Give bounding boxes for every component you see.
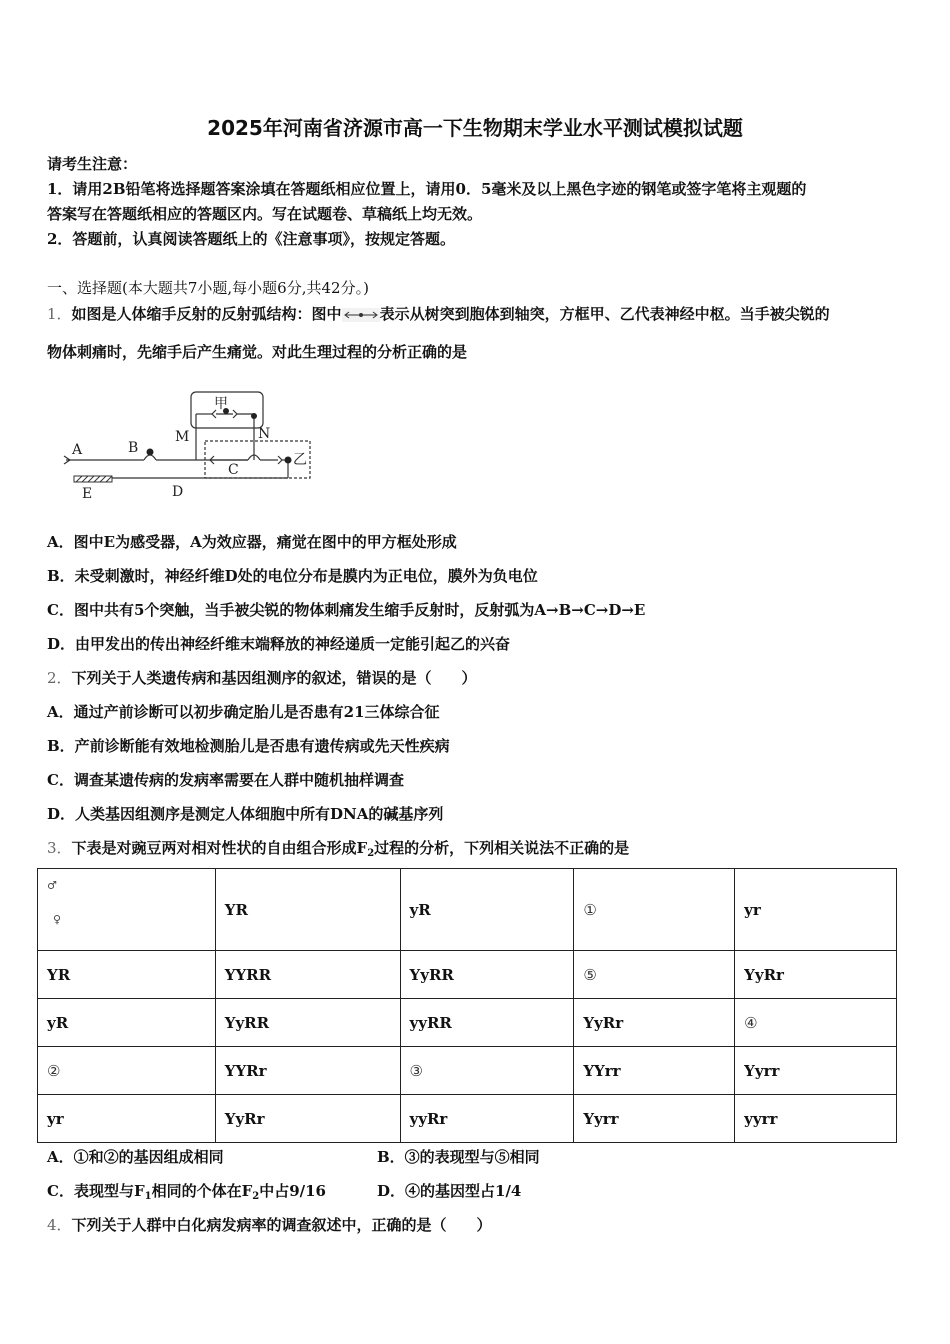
question-1-stem-b: 表示从树突到胞体到轴突，方框甲、乙代表神经中枢。当手被尖锐的 [379, 305, 830, 323]
question-number: 3． [47, 839, 72, 857]
male-symbol: ♂ [47, 878, 57, 892]
table-header-cell: yR [400, 869, 574, 951]
question-3-option-c[interactable] [47, 1180, 326, 1202]
table-cell: YyRr [574, 999, 735, 1047]
table-cell: YyRR [400, 951, 574, 999]
question-2-stem: 下列关于人类遗传病和基因组测序的叙述，错误的是（ ） [71, 669, 477, 687]
table-cell: ② [38, 1047, 216, 1095]
subscript: 2 [367, 848, 375, 859]
option-c-text-b: 相同的个体在F [151, 1182, 253, 1200]
table-cell: YYrr [574, 1047, 735, 1095]
table-cell: YyRr [215, 1095, 400, 1143]
table-cell: YR [38, 951, 216, 999]
table-cell: YYRR [215, 951, 400, 999]
female-symbol: ♀ [53, 912, 62, 926]
table-header-cell: yr [735, 869, 897, 951]
table-header-cell: ① [574, 869, 735, 951]
neuron-direction-icon [342, 308, 380, 322]
notice-heading: 请考生注意： [47, 155, 138, 173]
question-3-option-d[interactable]: D．④的基因型占1/4 [377, 1182, 522, 1200]
table-cell: yyRR [400, 999, 574, 1047]
table-row [38, 999, 897, 1047]
label-e: E [82, 486, 93, 502]
option-c-text-c: 中占9/16 [259, 1182, 326, 1200]
table-cell: YyRR [215, 999, 400, 1047]
receptor-e [74, 476, 112, 482]
question-1-stem-a: 如图是人体缩手反射的反射弧结构：图中 [71, 305, 342, 323]
question-3-option-a[interactable]: A．①和②的基因组成相同 [47, 1148, 224, 1166]
table-cell: yR [38, 999, 216, 1047]
table-cell: YYRr [215, 1047, 400, 1095]
page-title: 2025年河南省济源市高一下生物期末学业水平测试模拟试题 [207, 116, 743, 140]
table-cell: Yyrr [735, 1047, 897, 1095]
table-row [38, 951, 897, 999]
question-3-stem-b: 过程的分析，下列相关说法不正确的是 [374, 839, 630, 857]
question-3-stem-line [47, 837, 629, 859]
question-2-option-c[interactable]: C．调查某遗传病的发病率需要在人群中随机抽样调查 [47, 771, 404, 789]
table-cell: YyRr [735, 951, 897, 999]
label-n: N [258, 426, 271, 442]
table-cell: Yyrr [574, 1095, 735, 1143]
table-corner-cell [38, 869, 216, 951]
question-2-option-b[interactable]: B．产前诊断能有效地检测胎儿是否患有遗传病或先天性疾病 [47, 737, 450, 755]
table-header-row [38, 869, 897, 951]
question-1-stem-line [47, 303, 830, 324]
neuron-body-yi [285, 457, 292, 464]
question-1-option-c[interactable]: C．图中共有5个突触，当手被尖锐的物体刺痛发生缩手反射时，反射弧为A→B→C→D→E [47, 601, 646, 619]
question-1-option-b[interactable]: B．未受刺激时，神经纤维D处的电位分布是膜内为正电位，膜外为负电位 [47, 567, 538, 585]
question-2-stem-line [47, 667, 477, 688]
question-number: 4． [47, 1216, 72, 1234]
reflex-arc-diagram [60, 386, 320, 506]
question-4-stem: 下列关于人群中白化病发病率的调查叙述中，正确的是（ ） [71, 1216, 492, 1234]
question-4-stem-line [47, 1214, 492, 1235]
question-number: 2． [47, 669, 72, 687]
question-3-option-b[interactable]: B．③的表现型与⑤相同 [377, 1148, 540, 1166]
table-row [38, 1047, 897, 1095]
label-a: A [72, 442, 83, 458]
table-row [38, 1095, 897, 1143]
label-m: M [175, 429, 190, 445]
punnett-table [37, 868, 897, 1143]
synapse-b [144, 455, 156, 460]
subscript: 2 [252, 1191, 260, 1202]
notice-line-1b: 答案写在答题纸相应的答题区内。写在试题卷、草稿纸上均无效。 [47, 205, 483, 223]
question-1-option-a[interactable]: A．图中E为感受器，A为效应器，痛觉在图中的甲方框处形成 [47, 533, 457, 551]
table-cell: ③ [400, 1047, 574, 1095]
notice-line-1: 1．请用2B铅笔将选择题答案涂填在答题纸相应位置上，请用0．5毫米及以上黑色字迹的钢笔或签字笔将主观题的 [47, 180, 807, 198]
question-number: 1． [47, 305, 72, 323]
subscript: 1 [144, 1191, 152, 1202]
label-jia: 甲 [214, 396, 228, 412]
question-1-stem-c: 物体刺痛时，先缩手后产生痛觉。对此生理过程的分析正确的是 [47, 343, 468, 361]
table-cell: ④ [735, 999, 897, 1047]
question-2-option-d[interactable]: D．人类基因组测序是测定人体细胞中所有DNA的碱基序列 [47, 805, 444, 823]
notice-line-2: 2．答题前，认真阅读答题纸上的《注意事项》，按规定答题。 [47, 230, 455, 248]
table-header-cell: YR [215, 869, 400, 951]
question-1-option-d[interactable]: D．由甲发出的传出神经纤维末端释放的神经递质一定能引起乙的兴奋 [47, 635, 511, 653]
question-2-option-a[interactable]: A．通过产前诊断可以初步确定胎儿是否患有21三体综合征 [47, 703, 440, 721]
label-yi: 乙 [293, 452, 307, 468]
section-heading: 一、选择题(本大题共7小题,每小题6分,共42分。) [47, 279, 369, 297]
table-cell: yr [38, 1095, 216, 1143]
question-3-stem-a: 下表是对豌豆两对相对性状的自由组合形成F [71, 839, 368, 857]
label-c: C [228, 462, 239, 478]
label-b: B [128, 440, 139, 456]
table-cell: yyrr [735, 1095, 897, 1143]
table-cell: yyRr [400, 1095, 574, 1143]
label-d: D [172, 484, 184, 500]
table-cell: ⑤ [574, 951, 735, 999]
option-c-text-a: C．表现型与F [47, 1182, 145, 1200]
neuron-body-b [147, 449, 154, 456]
